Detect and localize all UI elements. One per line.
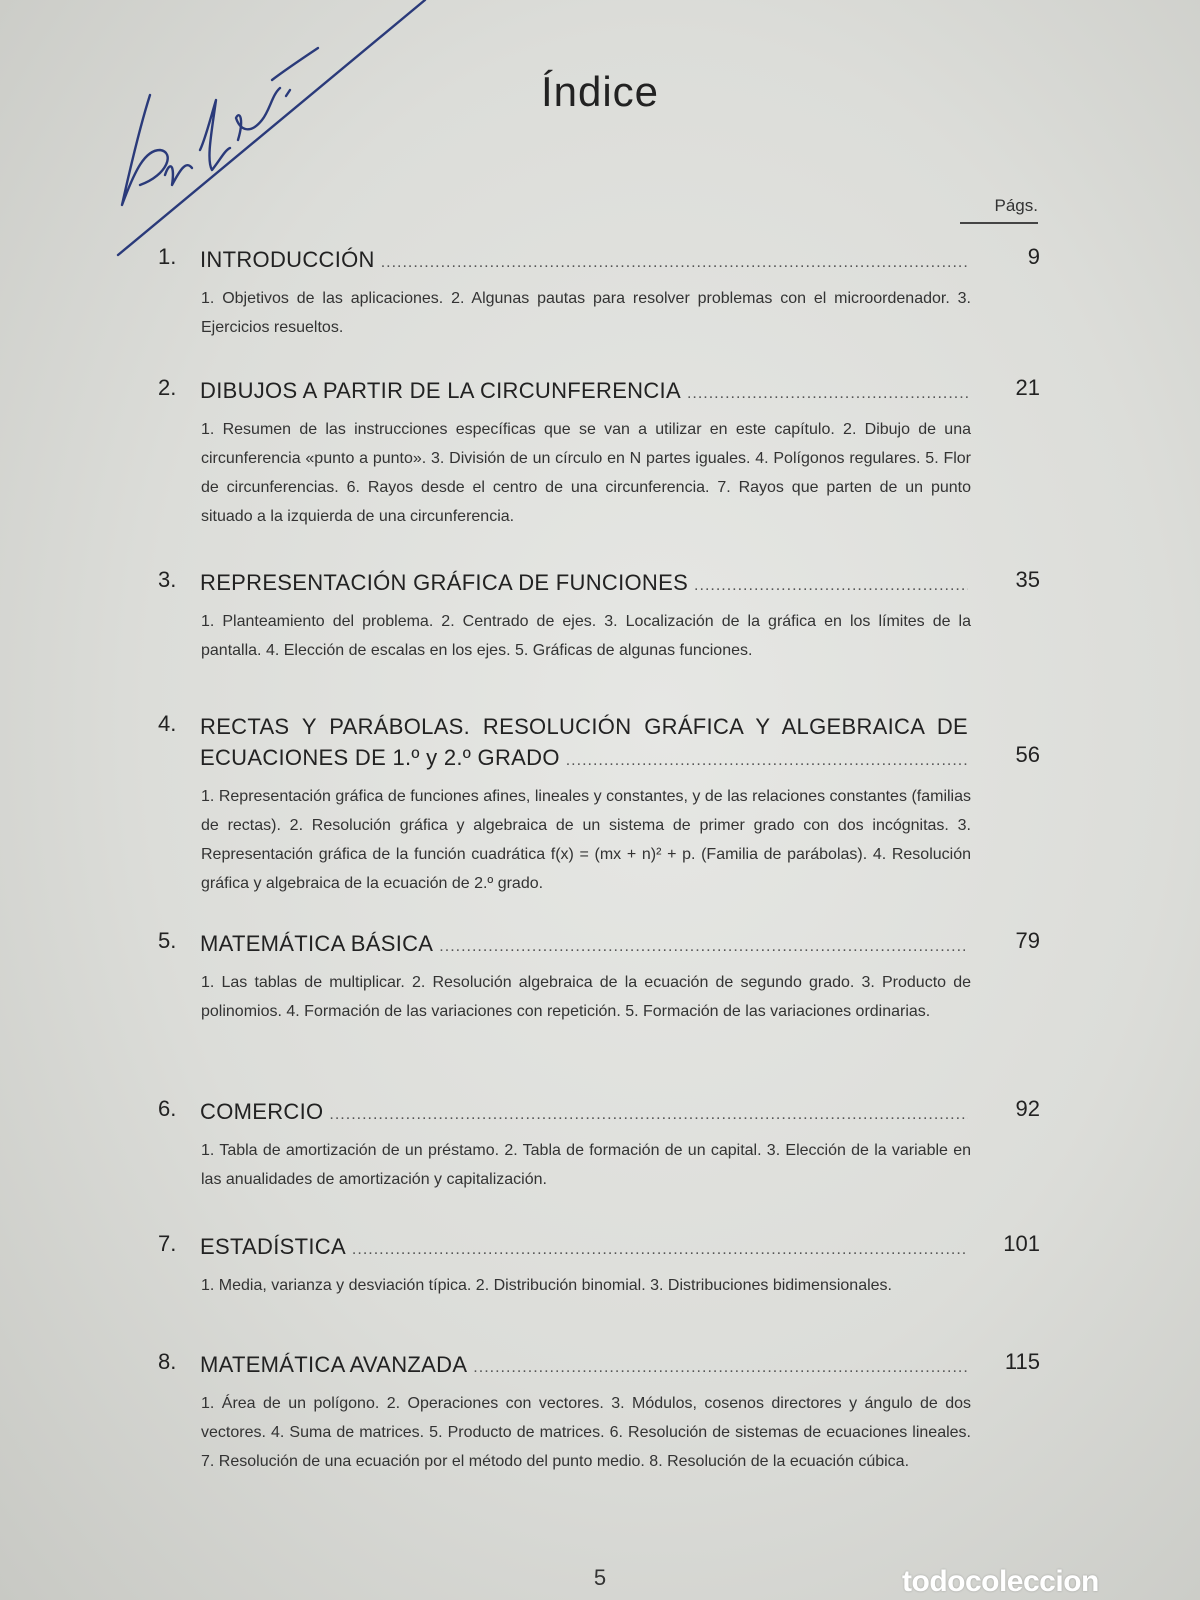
entry-title-text: DIBUJOS A PARTIR DE LA CIRCUNFERENCIA bbox=[200, 378, 681, 403]
page-number: 5 bbox=[593, 1565, 607, 1590]
leader-dots bbox=[566, 745, 968, 776]
entry-title bbox=[200, 1096, 968, 1130]
page-title: Índice bbox=[540, 68, 660, 115]
entry-subtopics: 1. Tabla de amortización de un préstamo. 2. Tabla de formación de un capital. 3. Elección de la variable en las anualidades de amortización y capitalización. bbox=[201, 1142, 971, 1188]
leader-dots bbox=[329, 1099, 968, 1130]
entry-title-text: REPRESENTACIÓN GRÁFICA DE FUNCIONES bbox=[200, 570, 689, 595]
entry-number: 6. bbox=[158, 1096, 177, 1121]
entry-title bbox=[200, 1231, 968, 1265]
entry-subtopics: 1. Objetivos de las aplicaciones. 2. Algunas pautas para resolver problemas con el microordenador. 3. Ejercicios resueltos. bbox=[201, 290, 971, 336]
entry-title-text: ESTADÍSTICA bbox=[200, 1234, 346, 1259]
entry-page: 101 bbox=[1003, 1231, 1040, 1256]
leader-dots bbox=[381, 247, 968, 278]
entry-title-line-2 bbox=[200, 742, 968, 776]
entry-title bbox=[200, 567, 968, 601]
entry-subtopics: 1. Planteamiento del problema. 2. Centrado de ejes. 3. Localización de la gráfica en los límites de la pantalla. 4. Elección de escalas en los ejes. 5. Gráficas de algunas funciones. bbox=[201, 613, 971, 659]
entry-number: 4. bbox=[158, 711, 177, 736]
leader-dots bbox=[687, 378, 968, 409]
entry-number: 1. bbox=[158, 244, 177, 269]
entry-title bbox=[200, 928, 968, 962]
entry-title bbox=[200, 244, 968, 278]
entry-subtopics: 1. Media, varianza y desviación típica. 2. Distribución binomial. 3. Distribuciones bidimensionales. bbox=[201, 1277, 892, 1294]
entry-subtopics: 1. Resumen de las instrucciones específicas que se van a utilizar en este capítulo. 2. Dibujo de una circunferencia «punto a punto». 3. División de un círculo en N partes iguales. 4. Polígonos regulares. 5. Flor de circunferencias. 6. Rayos desde el centro de una circunferencia. 7. Rayos que parten de un punto situado a la izquierda de una circunferencia. bbox=[201, 421, 971, 525]
leader-dots bbox=[694, 570, 968, 601]
entry-number: 7. bbox=[158, 1231, 177, 1256]
entry-page: 115 bbox=[1004, 1349, 1040, 1374]
entry-title-text: MATEMÁTICA AVANZADA bbox=[200, 1352, 468, 1377]
entry-subtopics: 1. Representación gráfica de funciones afines, lineales y constantes, y de las relaciones constantes (familias de rectas). 2. Resolución gráfica y algebraica de un sistema de primer grado con dos incógnitas. 3. Representación gráfica de la función cuadrática f(x) = (mx + n)² + p. (Familia de parábolas). 4. Resolución gráfica y algebraica de la ecuación de 2.º grado. bbox=[201, 788, 971, 892]
entry-page: 79 bbox=[1015, 928, 1040, 953]
pages-column-header: Págs. bbox=[960, 196, 1038, 224]
entry-title-text: COMERCIO bbox=[200, 1099, 324, 1124]
entry-title-line-1: RECTAS Y PARÁBOLAS. RESOLUCIÓN GRÁFICA Y ALGEBRAICA DE bbox=[200, 714, 968, 739]
entry-title bbox=[200, 711, 968, 776]
entry-number: 2. bbox=[158, 375, 177, 400]
entry-page: 35 bbox=[1015, 567, 1040, 592]
entry-title-text: ECUACIONES DE 1.º y 2.º GRADO bbox=[200, 745, 560, 770]
entry-title bbox=[200, 1349, 968, 1383]
entry-page: 21 bbox=[1015, 375, 1040, 400]
leader-dots bbox=[352, 1234, 968, 1265]
entry-title bbox=[200, 375, 968, 409]
entry-title-text: MATEMÁTICA BÁSICA bbox=[200, 931, 434, 956]
entry-page: 56 bbox=[1015, 742, 1040, 767]
leader-dots bbox=[439, 931, 968, 962]
entry-number: 8. bbox=[158, 1349, 177, 1374]
entry-subtopics: 1. Las tablas de multiplicar. 2. Resolución algebraica de la ecuación de segundo grado. 3. Producto de polinomios. 4. Formación de las variaciones con repetición. 5. Formación de las variaciones ordinarias. bbox=[201, 974, 971, 1020]
entry-number: 3. bbox=[158, 567, 177, 592]
entry-page: 92 bbox=[1015, 1096, 1040, 1121]
entry-title-text: INTRODUCCIÓN bbox=[200, 247, 375, 272]
entry-page: 9 bbox=[1027, 244, 1040, 269]
leader-dots bbox=[473, 1352, 968, 1383]
entry-number: 5. bbox=[158, 928, 177, 953]
entry-subtopics: 1. Área de un polígono. 2. Operaciones con vectores. 3. Módulos, cosenos directores y ángulo de dos vectores. 4. Suma de matrices. 5. Producto de matrices. 6. Resolución de sistemas de ecuaciones lineales. 7. Resolución de una ecuación por el método del punto medio. 8. Resolución de la ecuación cúbica. bbox=[201, 1395, 971, 1470]
watermark-logo: todocoleccion bbox=[902, 1565, 1099, 1598]
